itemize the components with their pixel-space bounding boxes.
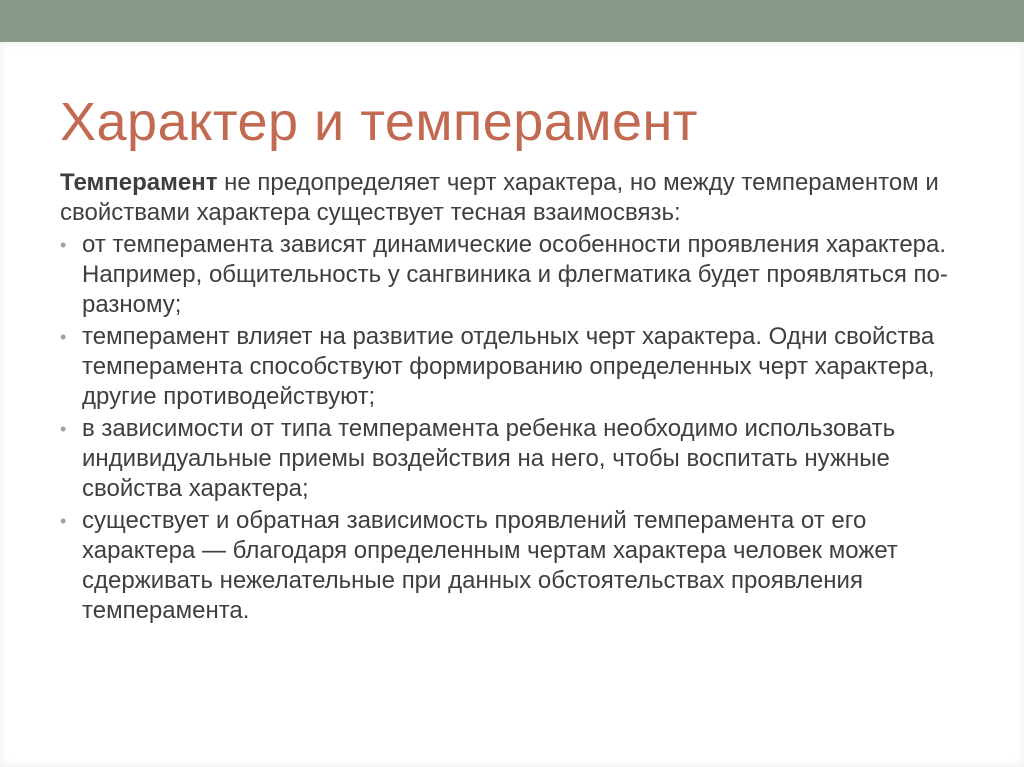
bullet-text: от темперамента зависят динамические особенности проявления характера. Например, общительность у сангвиника и флегматика будет проявляться по-разному; xyxy=(82,231,948,318)
intro-paragraph xyxy=(60,168,970,228)
bullet-text: в зависимости от типа темперамента ребенка необходимо использовать индивидуальные приемы воздействия на него, чтобы воспитать нужные свойства характера; xyxy=(82,415,896,502)
top-accent-band xyxy=(0,0,1024,42)
bullet-item-3 xyxy=(60,414,970,504)
bullet-item-4 xyxy=(60,506,970,626)
bullet-list xyxy=(60,230,970,626)
bullet-icon: • xyxy=(60,327,67,347)
bullet-text: существует и обратная зависимость проявлений темперамента от его характера — благодаря определенным чертам характера человек может сдерживать нежелательные при данных обстоятельствах проявления темперамента. xyxy=(82,507,898,624)
bullet-text: темперамент влияет на развитие отдельных черт характера. Одни свойства темперамента способствуют формированию определенных черт характера, другие противодействуют; xyxy=(82,323,935,410)
bullet-icon: • xyxy=(60,235,67,255)
intro-bold-term: Темперамент xyxy=(60,169,218,196)
slide-content xyxy=(60,168,970,626)
intro-text: не предопределяет черт характера, но между темпераментом и свойствами характера существует тесная взаимосвязь: xyxy=(60,169,939,226)
bullet-icon: • xyxy=(60,511,67,531)
bullet-item-2 xyxy=(60,322,970,412)
bullet-icon: • xyxy=(60,419,67,439)
slide-title: Характер и темперамент xyxy=(60,92,699,152)
bullet-item-1 xyxy=(60,230,970,320)
